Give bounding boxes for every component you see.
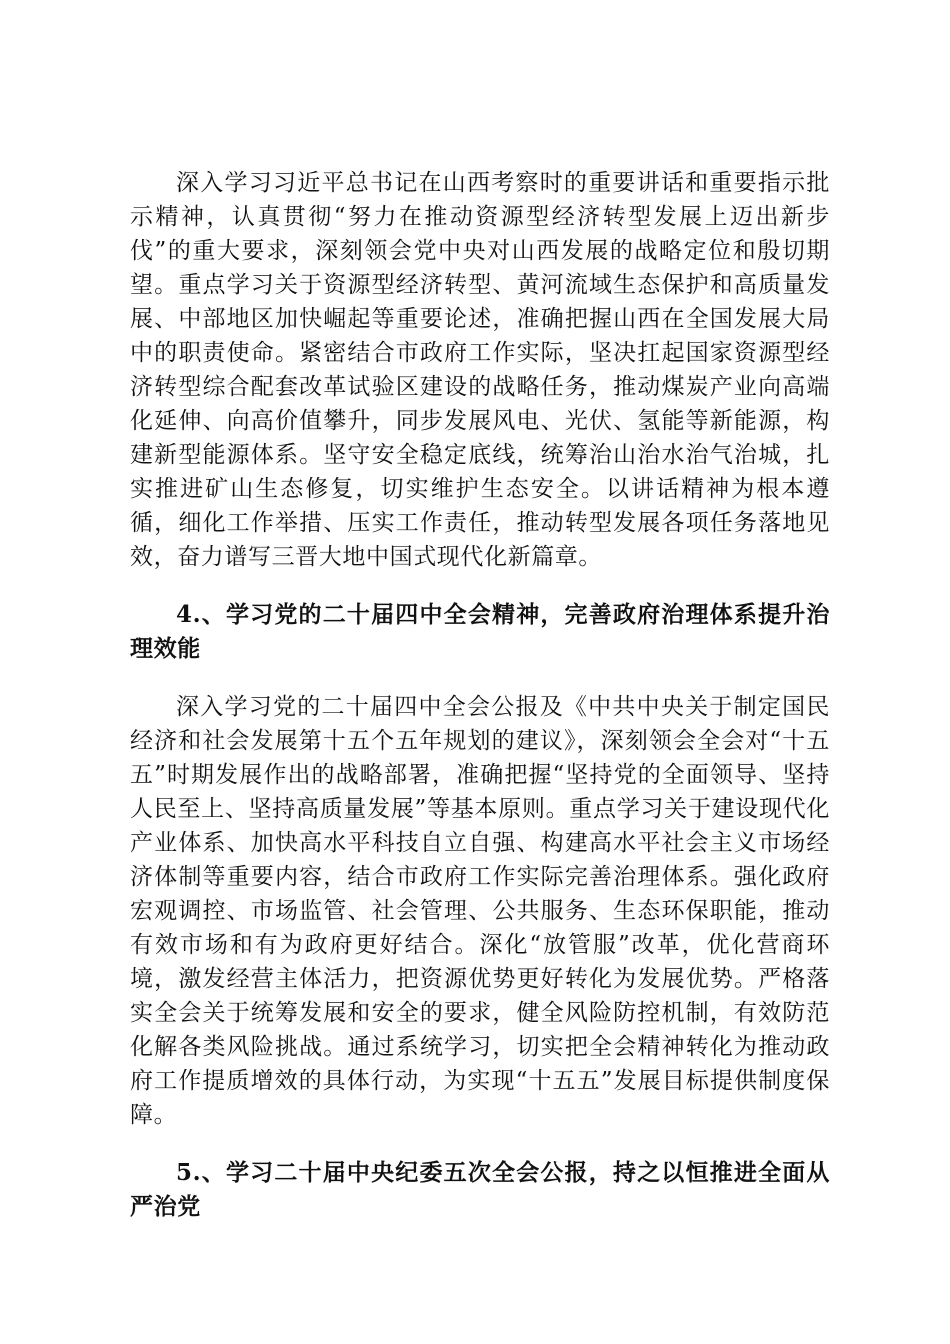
- body-paragraph: 深入学习党的二十届四中全会公报及《中共中央关于制定国民经济和社会发展第十五个五年规划的建议》，深刻领会全会对“十五五”时期发展作出的战略部署，准确把握“坚持党的全面领导、坚持人民至上、坚持高质量发展”等基本原则。重点学习关于建设现代化产业体系、加快高水平科技自立自强、构建高水平社会主义市场经济体制等重要内容，结合市政府工作实际完善治理体系。强化政府宏观调控、市场监管、社会管理、公共服务、生态环保职能，推动有效市场和有为政府更好结合。深化“放管服”改革，优化营商环境，激发经营主体活力，把资源优势更好转化为发展优势。严格落实全会关于统筹发展和安全的要求，健全风险防控机制，有效防范化解各类风险挑战。通过系统学习，切实把全会精神转化为推动政府工作提质增效的具体行动，为实现“十五五”发展目标提供制度保障。: [130, 694, 830, 1128]
- section-heading-4: 4.、学习党的二十届四中全会精神，完善政府治理体系提升治理效能: [130, 601, 830, 662]
- body-paragraph: 深入学习习近平总书记在山西考察时的重要讲话和重要指示批示精神，认真贯彻“努力在推动资源型经济转型发展上迈出新步伐”的重大要求，深刻领会党中央对山西发展的战略定位和殷切期望。重点学习关于资源型经济转型、黄河流域生态保护和高质量发展、中部地区加快崛起等重要论述，准确把握山西在全国发展大局中的职责使命。紧密结合市政府工作实际，坚决扛起国家资源型经济转型综合配套改革试验区建设的战略任务，推动煤炭产业向高端化延伸、向高价值攀升，同步发展风电、光伏、氢能等新能源，构建新型能源体系。坚守安全稳定底线，统筹治山治水治气治城，扎实推进矿山生态修复，切实维护生态安全。以讲话精神为根本遵循，细化工作举措、压实工作责任，推动转型发展各项任务落地见效，奋力谱写三晋大地中国式现代化新篇章。: [130, 170, 830, 570]
- section-heading-5: 5.、学习二十届中央纪委五次全会公报，持之以恒推进全面从严治党: [130, 1159, 830, 1220]
- paragraph-spacing: [130, 1132, 830, 1156]
- paragraph-spacing: [130, 574, 830, 598]
- document-body: [130, 166, 830, 1224]
- paragraph-spacing: [130, 666, 830, 690]
